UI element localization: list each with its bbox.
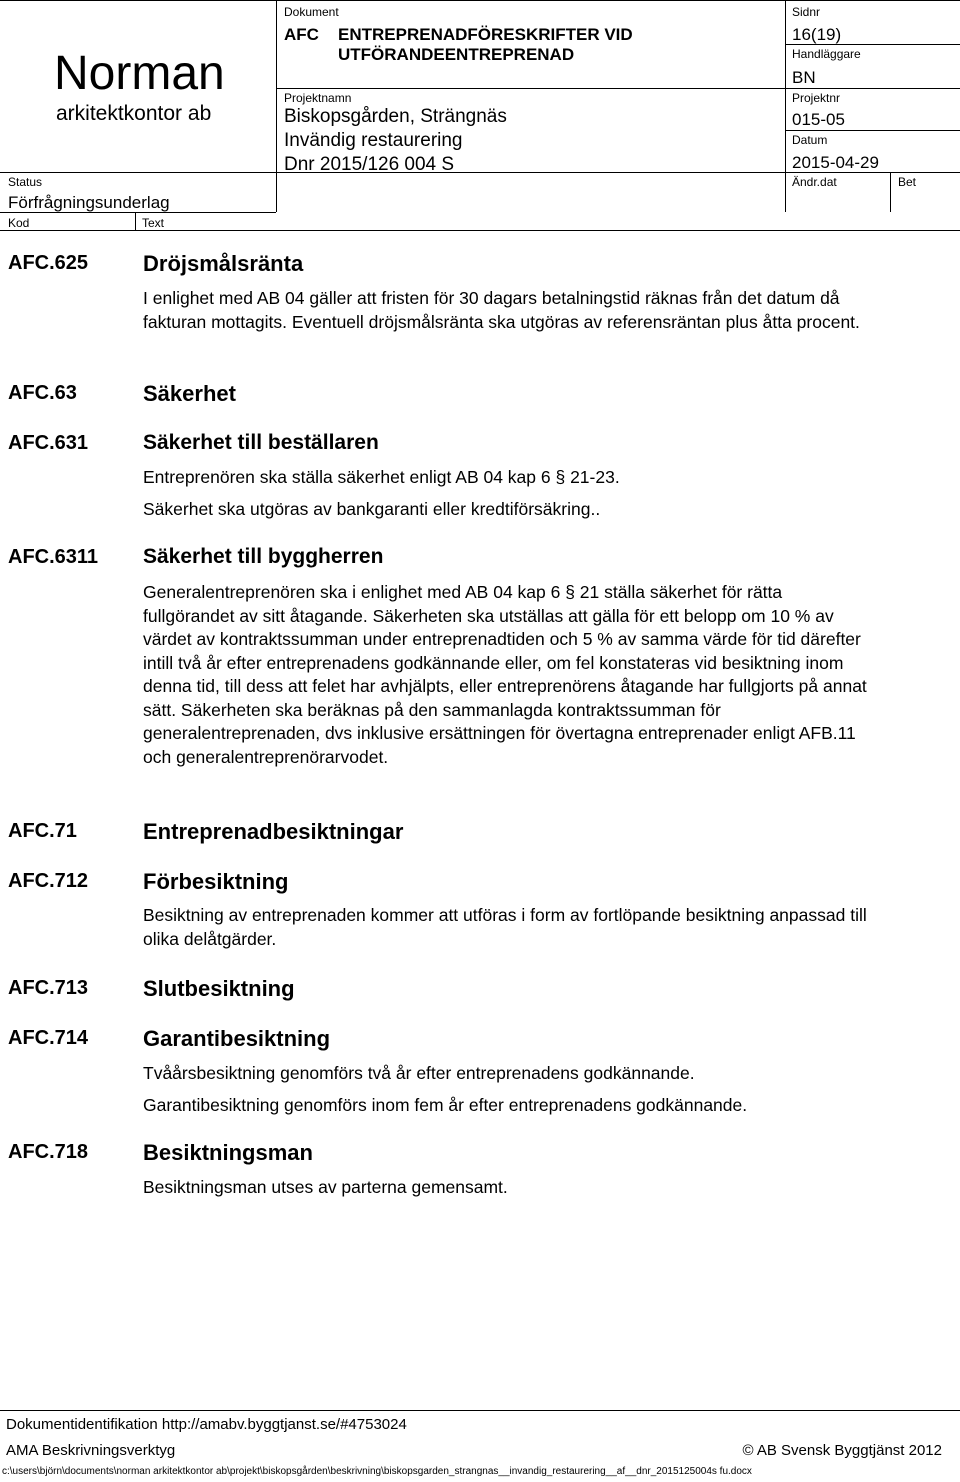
status-value: Förfrågningsunderlag [8, 193, 170, 212]
header-bottom-border [0, 230, 960, 231]
footer-border [0, 1410, 960, 1411]
projektnr-label: Projektnr [792, 91, 841, 105]
section-text: Garantibesiktning genomförs inom fem år efter entreprenadens godkännande. [143, 1095, 748, 1115]
handlaggare-value: BN [792, 68, 816, 87]
file-path: c:\users\björn\documents\norman arkitektkontor ab\projekt\biskopsgården\beskrivning\biskopsgarden_strangnas__invandig_restaurering__af__dnr_2015125004s fu.docx [2, 1466, 752, 1477]
section-title: Säkerhet till byggherren [143, 545, 384, 568]
status-label: Status [8, 175, 43, 189]
section-title: Säkerhet till beställaren [143, 431, 379, 454]
section-text: Entreprenören ska ställa säkerhet enligt AB 04 kap 6 § 21-23. [143, 467, 620, 487]
datum-value: 2015-04-29 [792, 153, 879, 172]
section-code: AFC.712 [8, 870, 89, 892]
bet-label: Bet [898, 175, 917, 189]
section-title: Entreprenadbesiktningar [143, 819, 404, 844]
datum-label: Datum [792, 133, 828, 147]
section-code: AFC.631 [8, 432, 89, 454]
text-label: Text [142, 216, 165, 230]
section-title: Garantibesiktning [143, 1026, 331, 1051]
header-divider [890, 172, 891, 212]
projektnamn-line2: Invändig restaurering [284, 130, 463, 151]
company-subtitle: arkitektkontor ab [56, 102, 212, 125]
section-text: Generalentreprenören ska i enlighet med AB 04 kap 6 § 21 ställa säkerhet för rätta fullgörandet av sitt åtagande. Säkerheten ska utställas att gälla för ett belopp om 10 % av värdet av kontraktssumman under entreprenadtiden och 5 % av samma värde för tid därefter intill två år efter entreprenadens godkännande eller, om fel konstateras vid besiktning inom denna tid, till dess att felet har avhjälpts, eller entreprenörens åtagande har fullgjorts på annat sätt. Säkerheten ska beräknas på den sammanlagda kontraktssumman för generalentreprenaden, dvs inklusive ersättningen för övertagna entreprenader enligt AFB.11 och generalentreprenörarvodet. [143, 582, 867, 767]
section-text: I enlighet med AB 04 gäller att fristen för 30 dagars betalningstid räknas från det datum då fakturan mottagits. Eventuell dröjsmålsränta ska utgöras av referensräntan plus åtta procent. [143, 288, 860, 332]
copyright: © AB Svensk Byggtjänst 2012 [742, 1442, 942, 1459]
section-title: Säkerhet [143, 381, 236, 406]
header-divider [276, 0, 277, 212]
section-code: AFC.71 [8, 820, 77, 842]
header-top-border [0, 0, 960, 1]
header-divider [276, 88, 785, 89]
company-name: Norman [54, 47, 225, 100]
section-text: Besiktningsman utses av parterna gemensamt. [143, 1177, 508, 1197]
handlaggare-label: Handläggare [792, 47, 861, 61]
section-code: AFC.713 [8, 977, 89, 999]
dokument-prefix: AFC [284, 25, 319, 44]
section-code: AFC.625 [8, 252, 89, 274]
section-text: Besiktning av entreprenaden kommer att utföras i form av fortlöpande besiktning anpassad till olika delåtgärder. [143, 905, 867, 949]
projektnamn-line1: Biskopsgården, Strängnäs [284, 106, 507, 127]
section-title: Besiktningsman [143, 1140, 313, 1165]
dokument-title-line1: ENTREPRENADFÖRESKRIFTER VID [338, 25, 633, 44]
header-divider [135, 212, 136, 230]
kod-label: Kod [8, 216, 30, 230]
sidnr-label: Sidnr [792, 5, 821, 19]
header-divider [785, 88, 960, 89]
projektnr-value: 015-05 [792, 110, 845, 129]
section-text: Tvåårsbesiktning genomförs två år efter entreprenadens godkännande. [143, 1063, 695, 1083]
section-title: Förbesiktning [143, 869, 289, 894]
dokument-title-line2: UTFÖRANDEENTREPRENAD [338, 45, 575, 64]
section-code: AFC.6311 [8, 546, 99, 568]
document-id: Dokumentidentifikation http://amabv.byggtjanst.se/#4753024 [6, 1416, 407, 1433]
projektnamn-line3: Dnr 2015/126 004 S [284, 154, 455, 175]
section-code: AFC.63 [8, 382, 77, 404]
dokument-label: Dokument [284, 5, 339, 19]
section-title: Dröjsmålsränta [143, 251, 304, 276]
header-divider [785, 130, 960, 131]
section-code: AFC.718 [8, 1141, 89, 1163]
section-text: Säkerhet ska utgöras av bankgaranti eller kredtiförsäkring.. [143, 499, 601, 519]
section-title: Slutbesiktning [143, 976, 295, 1001]
section-code: AFC.714 [8, 1027, 89, 1049]
tool-name: AMA Beskrivningsverktyg [6, 1442, 176, 1459]
projektnamn-label: Projektnamn [284, 91, 352, 105]
sidnr-value: 16(19) [792, 25, 842, 44]
header-divider [785, 0, 786, 212]
andrdat-label: Ändr.dat [792, 175, 837, 189]
